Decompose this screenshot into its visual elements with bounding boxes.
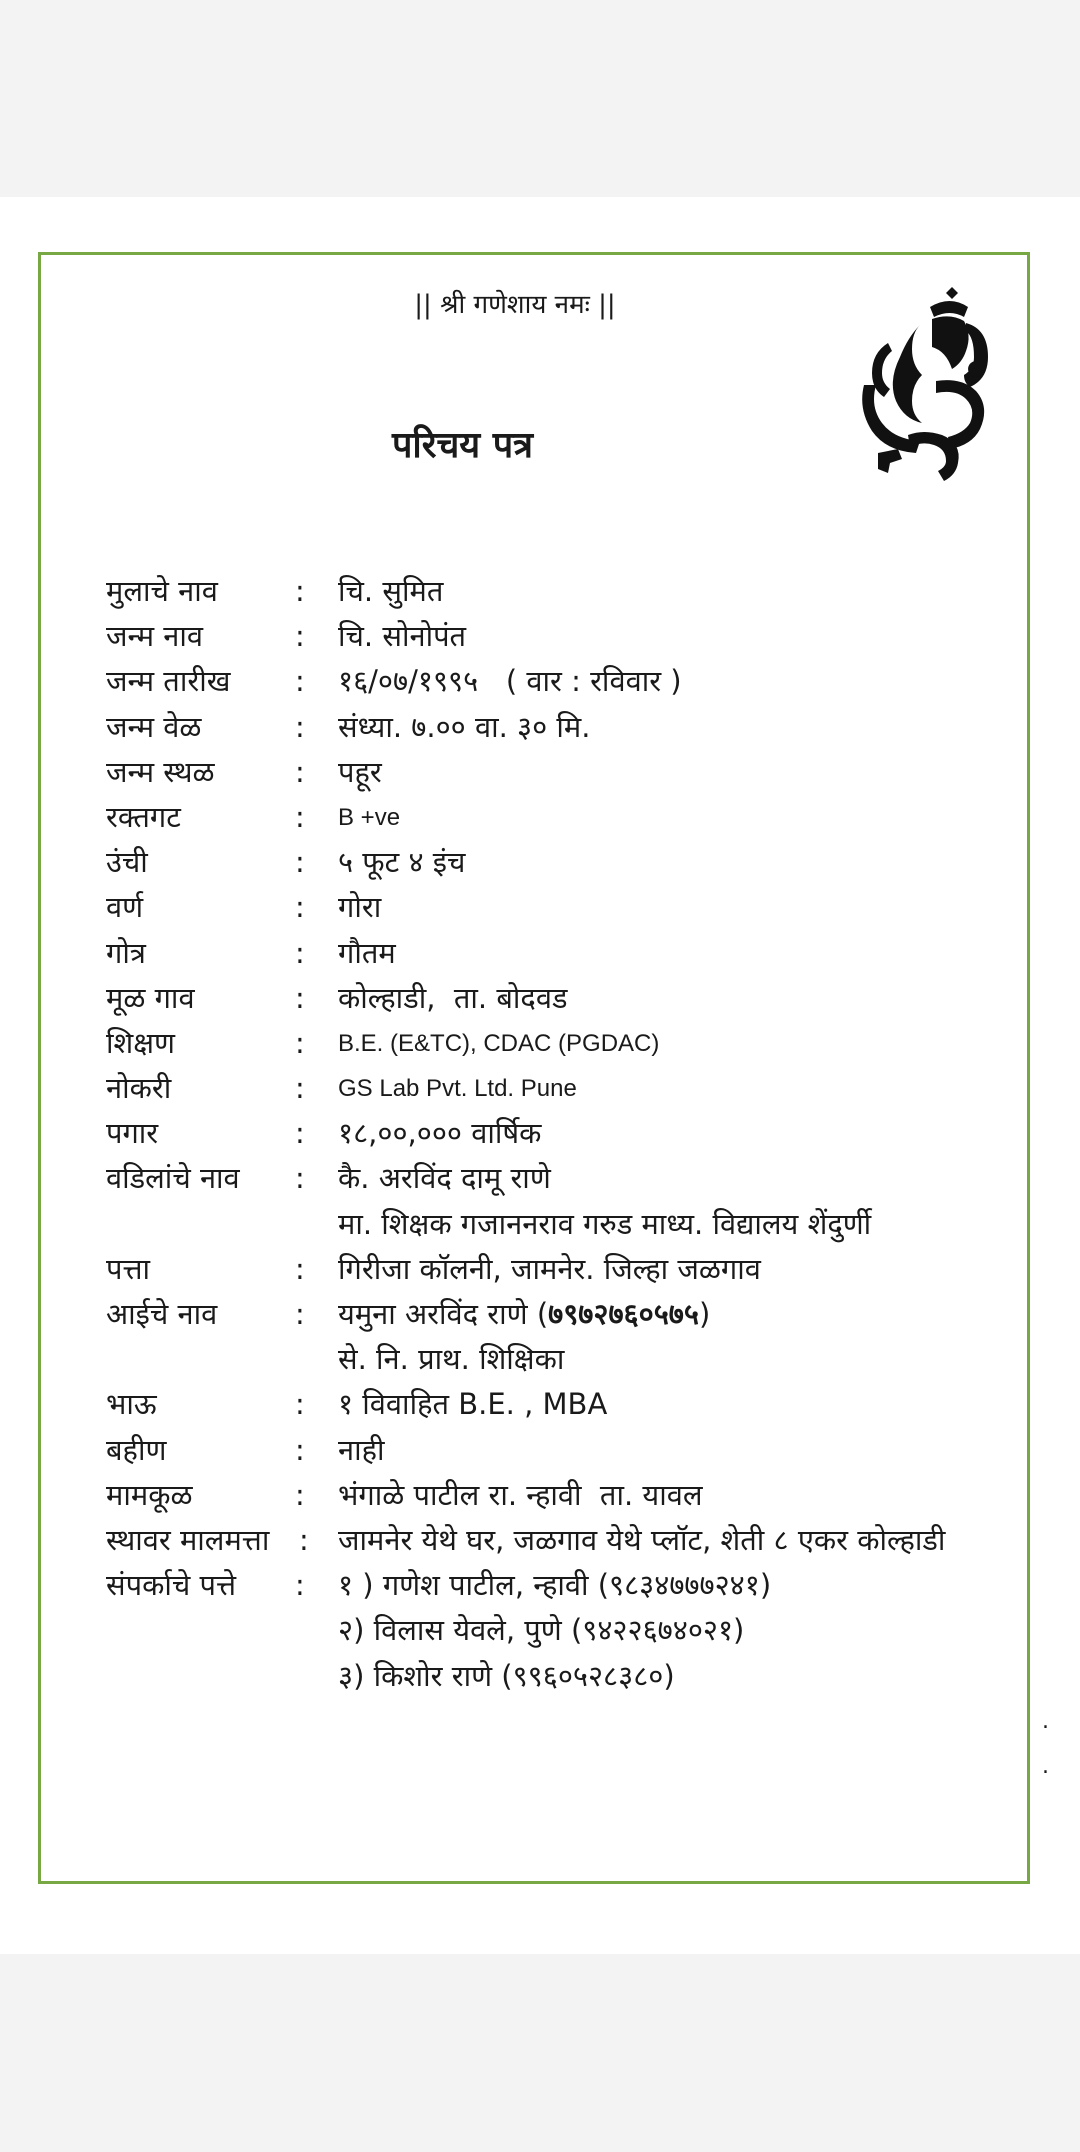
field-value: १८,००,००० वार्षिक [338, 1116, 542, 1151]
field-value: चि. सोनोपंत [338, 619, 467, 654]
footer-mark: . [1042, 1753, 1049, 1779]
row-contacts [106, 1563, 1006, 1608]
row-birth-name [106, 614, 1006, 659]
field-value: गौतम [338, 935, 396, 970]
invocation-text: || श्री गणेशाय नमः || [414, 290, 616, 320]
page-title: परिचय पत्र [391, 425, 534, 466]
row-salary [106, 1111, 1006, 1156]
mother-name-text: यमुना अरविंद राणे ( [338, 1297, 549, 1331]
field-label: शिक्षण [106, 1025, 175, 1060]
field-label: आईचे नाव [106, 1297, 218, 1331]
field-label: मामकूळ [106, 1477, 193, 1512]
document-page [0, 197, 1080, 1954]
field-label: स्थावर मालमत्ता [106, 1522, 270, 1557]
field-separator: : [295, 1568, 305, 1603]
row-contact-2 [106, 1608, 1006, 1653]
field-label: गोत्र [106, 935, 146, 970]
field-separator: : [295, 1477, 305, 1512]
row-height [106, 840, 1006, 885]
row-contact-3 [106, 1654, 1006, 1699]
row-mother-name [106, 1292, 1006, 1337]
field-separator: : [295, 1161, 305, 1196]
row-sister [106, 1428, 1006, 1473]
field-separator: : [295, 1025, 305, 1060]
field-value: B.E. (E&TC), CDAC (PGDAC) [338, 1029, 660, 1057]
field-separator: : [295, 619, 305, 654]
field-value: ५ फूट ४ इंच [338, 845, 466, 880]
field-value: संध्या. ७.०० वा. ३० मि. [338, 709, 591, 744]
row-birth-date [106, 659, 1006, 704]
field-label: वडिलांचे नाव [106, 1161, 240, 1196]
row-birth-place [106, 750, 1006, 795]
field-value [338, 1292, 710, 1337]
field-label: जन्म नाव [106, 619, 204, 654]
row-boy-name [106, 569, 1006, 614]
row-birth-time [106, 705, 1006, 750]
field-separator: : [295, 664, 305, 699]
field-label: मुलाचे नाव [106, 574, 218, 608]
field-label: उंची [106, 845, 148, 880]
details-list [106, 569, 1049, 1789]
field-value: कै. अरविंद दामू राणे [338, 1161, 551, 1196]
row-complexion [106, 885, 1006, 930]
row-gotra [106, 931, 1006, 976]
field-label: जन्म स्थळ [106, 754, 215, 789]
field-value: १ विवाहित B.E. , MBA [338, 1387, 608, 1422]
field-separator: : [295, 1116, 305, 1151]
field-separator: : [295, 1071, 305, 1106]
field-label: रक्तगट [106, 799, 181, 834]
row-father-occupation [106, 1202, 1006, 1247]
field-separator: : [295, 799, 305, 834]
field-separator: : [295, 1387, 305, 1422]
field-label: संपर्काचे पत्ते [106, 1568, 237, 1603]
row-property [106, 1518, 1006, 1563]
row-mother-occupation [106, 1337, 1006, 1382]
field-value: नाही [338, 1432, 385, 1467]
row-footer-mark-1 [106, 1699, 1049, 1744]
ganesha-icon [848, 285, 992, 485]
field-separator: : [295, 1432, 305, 1467]
contact-item: १ ) गणेश पाटील, न्हावी (९८३४७७७२४१) [338, 1568, 772, 1603]
field-label: वर्ण [106, 890, 144, 925]
field-label: पगार [106, 1116, 159, 1151]
mother-name-close: ) [698, 1297, 711, 1331]
field-separator: : [295, 1251, 305, 1286]
field-value: B +ve [338, 803, 401, 831]
row-blood-group [106, 795, 1006, 840]
field-separator: : [295, 845, 305, 880]
field-value: कोल्हाडी, ता. बोदवड [338, 980, 568, 1015]
field-separator: : [295, 980, 305, 1015]
contact-item: २) विलास येवले, पुणे (९४२२६७४०२१) [338, 1613, 745, 1648]
field-value: भंगाळे पाटील रा. न्हावी ता. यावल [338, 1477, 703, 1512]
row-native-place [106, 976, 1006, 1021]
field-label: नोकरी [106, 1071, 172, 1106]
field-label: जन्म तारीख [106, 664, 231, 699]
field-separator: : [299, 1522, 309, 1557]
row-father-name [106, 1156, 1006, 1201]
row-footer-mark-2 [106, 1744, 1049, 1789]
field-value: गोरा [338, 890, 382, 925]
field-separator: : [295, 754, 305, 789]
row-maternal-uncle [106, 1473, 1006, 1518]
row-education [106, 1021, 1006, 1066]
field-value: GS Lab Pvt. Ltd. Pune [338, 1075, 577, 1103]
row-brother [106, 1382, 1006, 1427]
row-address [106, 1247, 1006, 1292]
field-separator: : [295, 574, 305, 608]
field-value: १६/०७/१९९५ ( वार : रविवार ) [338, 664, 682, 699]
field-separator: : [295, 890, 305, 925]
field-label: भाऊ [106, 1387, 157, 1422]
contact-item: ३) किशोर राणे (९९६०५२८३८०) [338, 1658, 675, 1693]
field-label: जन्म वेळ [106, 709, 202, 744]
field-label: मूळ गाव [106, 980, 195, 1015]
field-value: पहूर [338, 754, 382, 789]
footer-mark: . [1042, 1708, 1049, 1734]
field-value: चि. सुमित [338, 574, 444, 608]
field-value: गिरीजा कॉलनी, जामनेर. जिल्हा जळगाव [338, 1251, 761, 1286]
field-label: बहीण [106, 1432, 167, 1467]
field-separator: : [295, 935, 305, 970]
field-value: मा. शिक्षक गजाननराव गरुड माध्य. विद्यालय शेंदुर्णी [338, 1206, 872, 1241]
field-separator: : [295, 1297, 305, 1331]
field-value: जामनेर येथे घर, जळगाव येथे प्लॉट, शेती ८ एकर कोल्हाडी [338, 1522, 946, 1557]
field-value: से. नि. प्राथ. शिक्षिका [338, 1342, 565, 1377]
field-separator: : [295, 709, 305, 744]
row-job [106, 1066, 1006, 1111]
field-label: पत्ता [106, 1251, 151, 1286]
mother-phone: ७९७२७६०५७५ [548, 1297, 699, 1331]
